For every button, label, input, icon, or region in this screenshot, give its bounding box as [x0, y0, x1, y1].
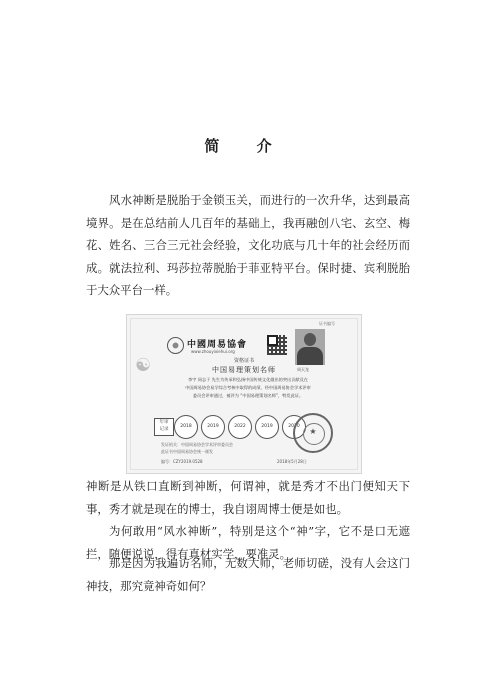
- certificate-issuer: 发证机关：中国周易协会学术评审委员会: [161, 442, 233, 447]
- portrait-name: 周天龙: [297, 367, 309, 372]
- year-stamp: 2020: [282, 415, 306, 439]
- certificate-body-line: 中国周易协会易学综合考核中取得的成绩，经中国周易协会学术评审: [185, 385, 311, 390]
- certificate-note: 此证书中国周易协会统一颁发: [161, 449, 213, 454]
- year-stamp: 2019: [201, 415, 225, 439]
- badge-line: 年审: [159, 420, 169, 425]
- certificate-number-label: 证书编号: [319, 321, 335, 326]
- paragraph-intro: 风水神断是脱胎于金锁玉关，而进行的一次升华，达到最高境界。是在总结前人几百年的基础上，我再融创八宅、玄空、梅花、姓名、三合三元社会经验，文化功底与几十年的社会经历而成。就法拉利、玛莎拉蒂脱胎于菲亚特平台。保时捷、宾利脱胎于大众平台一样。: [86, 193, 410, 297]
- certificate-body-line: 李宇 同志于 先生为传承和弘扬中国传统文化做出的突出贡献及在: [188, 377, 308, 382]
- certificate-body: [163, 376, 333, 400]
- portrait-head: [304, 333, 316, 346]
- official-seal-icon: [293, 413, 333, 453]
- qr-finder-icon: [267, 335, 278, 346]
- page-title: 简 介: [204, 137, 288, 155]
- paragraph-shen-duan: 神断是从铁口直断到神断，何谓神，就是秀才不出门便知天下事，秀才就是现在的博士，我自诩周博士便是如也。: [86, 479, 410, 516]
- paragraph-masters: 那是因为我遍访名师，无数大师，老师切磋，没有人会这门神技，那究竟神奇如何？: [86, 556, 410, 593]
- year-stamp: 2018: [174, 415, 198, 439]
- certificate-qualification: 资格证书: [233, 358, 254, 364]
- paragraph-why-shen: 为何敢用“风水神断”，特别是这个“神”字，它不是口无遮拦，随便说说，得有真材实学，要准灵。: [86, 524, 410, 561]
- seal-star-icon: ★: [309, 427, 317, 436]
- taiji-logo-icon: [167, 337, 184, 354]
- annual-review-badge: [154, 418, 174, 436]
- year-stamp: 2019: [255, 415, 279, 439]
- decorative-pattern-icon: ☯: [135, 355, 152, 376]
- certificate-serial: 编号：CZY2019.0528: [161, 459, 203, 464]
- certificate-date: 2018年5月28日: [277, 459, 307, 464]
- annual-review-years: [174, 415, 306, 439]
- year-stamp: 2022: [228, 415, 252, 439]
- certificate-org-name: 中國周易協會: [187, 340, 248, 350]
- certificate-body-line: 委员会评审通过，被评为 “中国易理策划名师”，特发此证。: [192, 393, 304, 398]
- certificate-url: www.zhouyixiehui.org: [191, 349, 235, 354]
- certificate-photo: [126, 314, 362, 474]
- badge-line: 记录: [159, 427, 169, 432]
- certificate-heading: 中国易理策划名师: [212, 366, 276, 374]
